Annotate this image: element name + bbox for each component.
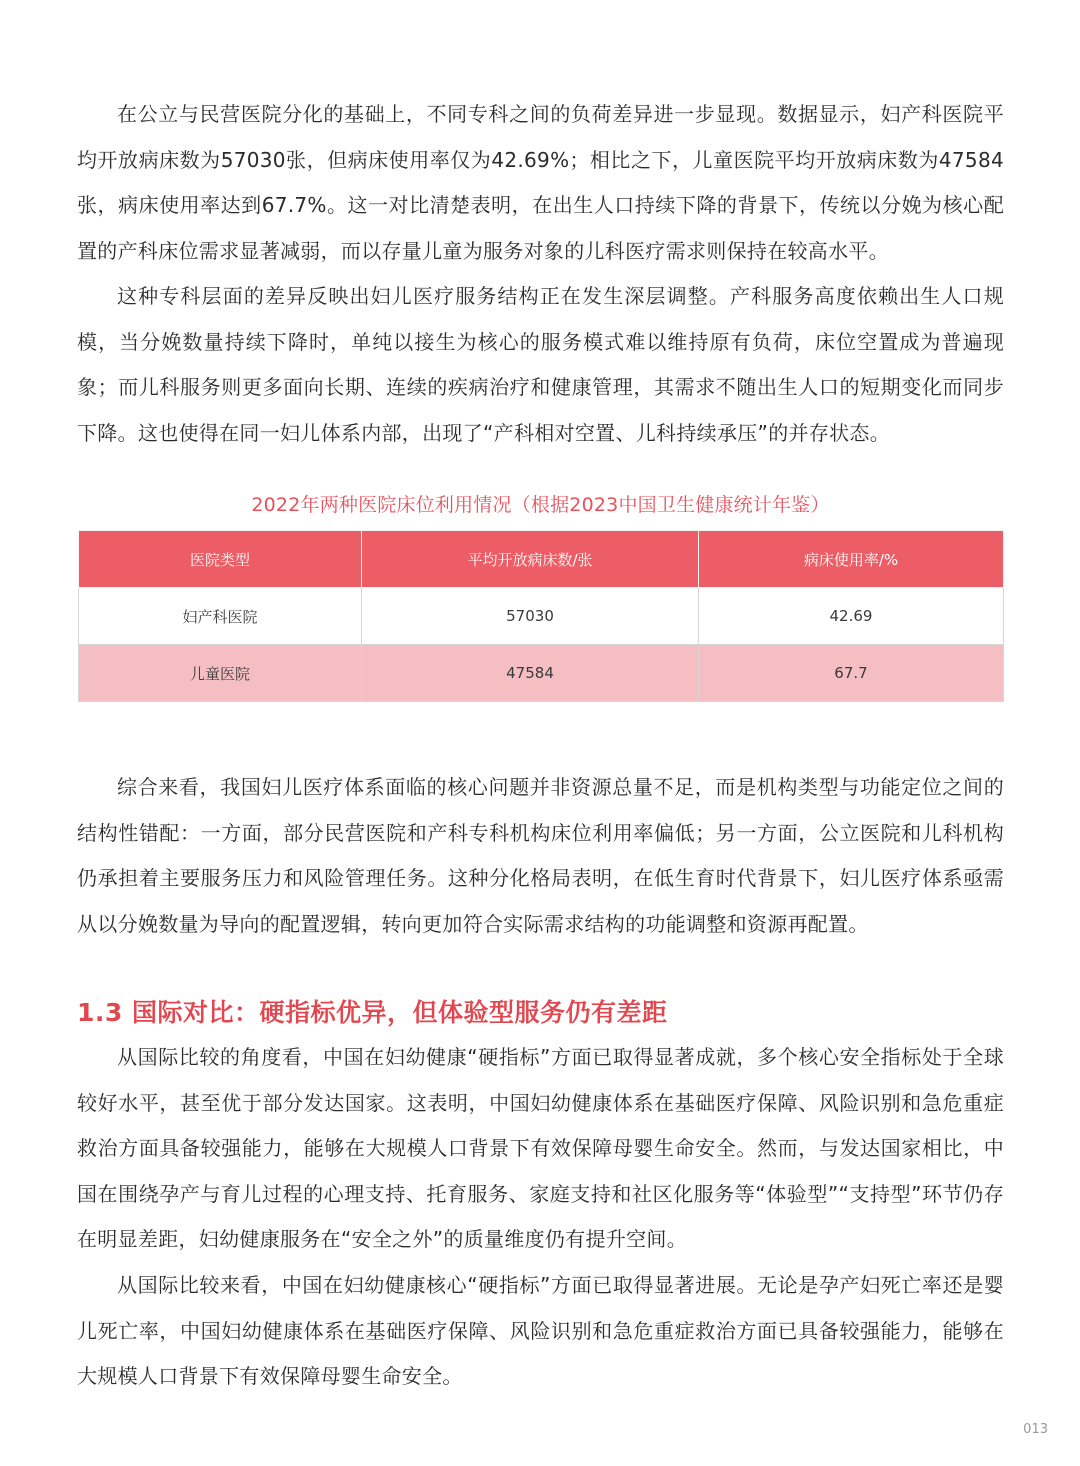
paragraph-hard-indicators: 从国际比较来看，中国在妇幼健康核心“硬指标”方面已取得显著进展。无论是孕产妇死亡率还是婴儿死亡率，中国妇幼健康体系在基础医疗保障、风险识别和急危重症救治方面已具备较强能力，能够在大规模人口背景下有效保障母婴生命安全。 [77, 1273, 1004, 1388]
cell-bed-usage-rate: 67.7 [699, 645, 1004, 702]
page-number: 013 [1023, 1422, 1048, 1437]
cell-hospital-type: 儿童医院 [79, 645, 362, 702]
cell-average-beds: 57030 [362, 588, 699, 645]
table-caption: 2022年两种医院床位利用情况（根据2023中国卫生健康统计年鉴） [251, 494, 830, 516]
cell-average-beds: 47584 [362, 645, 699, 702]
header-hospital-type: 医院类型 [79, 531, 362, 588]
header-average-beds: 平均开放病床数/张 [362, 531, 699, 588]
table-row [79, 645, 1004, 702]
table-row [79, 588, 1004, 645]
paragraph-structure-adjustment: 这种专科层面的差异反映出妇儿医疗服务结构正在发生深层调整。产科服务高度依赖出生人口规模，当分娩数量持续下降时，单纯以接生为核心的服务模式难以维持原有负荷，床位空置成为普遍现象；而儿科服务则更多面向长期、连续的疾病治疗和健康管理，其需求不随出生人口的短期变化而同步下降。这也使得在同一妇儿体系内部，出现了“产科相对空置、儿科持续承压”的并存状态。 [77, 284, 1004, 445]
cell-bed-usage-rate: 42.69 [699, 588, 1004, 645]
cell-hospital-type: 妇产科医院 [79, 588, 362, 645]
paragraph-specialty-load: 在公立与民营医院分化的基础上，不同专科之间的负荷差异进一步显现。数据显示，妇产科医院平均开放病床数为57030张，但病床使用率仅为42.69%；相比之下，儿童医院平均开放病床数为47584张，病床使用率达到67.7%。这一对比清楚表明，在出生人口持续下降的背景下，传统以分娩为核心配置的产科床位需求显著减弱，而以存量儿童为服务对象的儿科医疗需求则保持在较高水平。 [77, 102, 1004, 263]
bed-utilization-table [78, 530, 1004, 702]
header-bed-usage-rate: 病床使用率/% [699, 531, 1004, 588]
table-header-row [79, 531, 1004, 588]
paragraph-international-comparison: 从国际比较的角度看，中国在妇幼健康“硬指标”方面已取得显著成就，多个核心安全指标处于全球较好水平，甚至优于部分发达国家。这表明，中国妇幼健康体系在基础医疗保障、风险识别和急危重症救治方面具备较强能力，能够在大规模人口背景下有效保障母婴生命安全。然而，与发达国家相比，中国在围绕孕产与育儿过程的心理支持、托育服务、家庭支持和社区化服务等“体验型”“支持型”环节仍存在明显差距，妇幼健康服务在“安全之外”的质量维度仍有提升空间。 [77, 1045, 1004, 1251]
paragraph-summary: 综合来看，我国妇儿医疗体系面临的核心问题并非资源总量不足，而是机构类型与功能定位之间的结构性错配：一方面，部分民营医院和产科专科机构床位利用率偏低；另一方面，公立医院和儿科机构仍承担着主要服务压力和风险管理任务。这种分化格局表明，在低生育时代背景下，妇儿医疗体系亟需从以分娩数量为导向的配置逻辑，转向更加符合实际需求结构的功能调整和资源再配置。 [77, 775, 1004, 936]
section-heading: 1.3 国际对比：硬指标优异，但体验型服务仍有差距 [77, 998, 668, 1027]
